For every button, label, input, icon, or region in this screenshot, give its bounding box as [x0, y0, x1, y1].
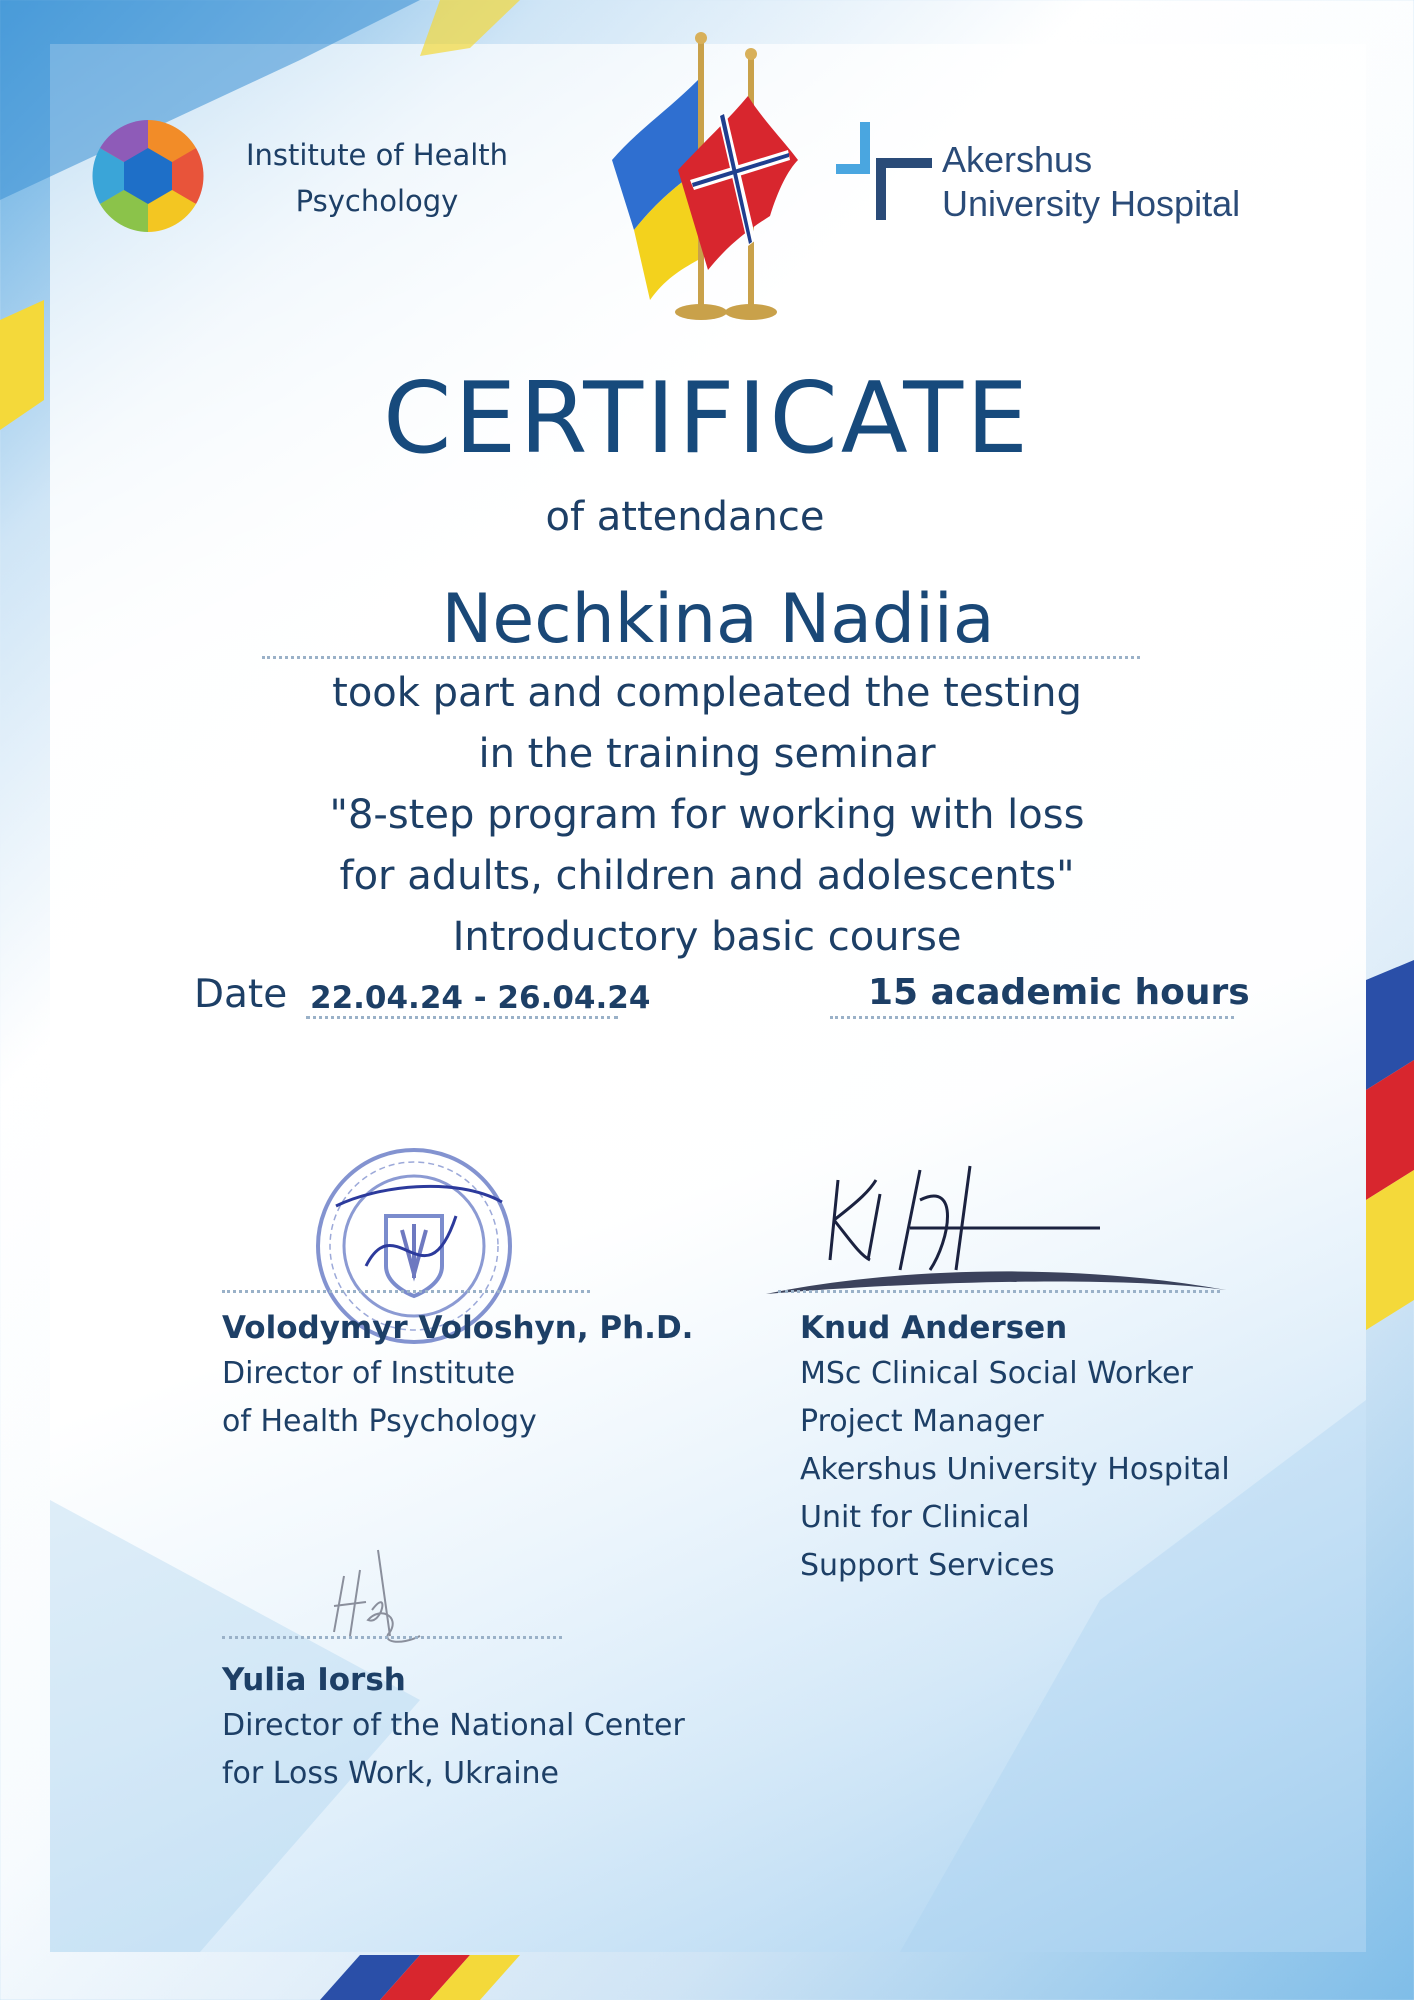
institute-name: Institute of Health Psychology — [245, 138, 509, 218]
signature-line-andersen — [778, 1290, 1220, 1293]
signatory-role: Akershus University Hospital — [800, 1452, 1230, 1487]
signatory-iorsh — [222, 1662, 685, 1798]
date-underline — [306, 1016, 618, 1019]
signatory-role: of Health Psychology — [222, 1404, 537, 1439]
signature-line-iorsh — [222, 1636, 562, 1639]
signatory-name: Volodymyr Voloshyn, Ph.D. — [222, 1310, 694, 1346]
body-line: for adults, children and adolescents" — [339, 853, 1075, 899]
hospital-logo-icon — [836, 118, 936, 224]
date-label: Date — [194, 972, 288, 1017]
signatory-role: Project Manager — [800, 1404, 1044, 1439]
signatory-name: Yulia Iorsh — [222, 1662, 406, 1698]
certificate-title: CERTIFICATE — [383, 362, 1031, 476]
hours-underline — [830, 1016, 1234, 1019]
signatory-role: Support Services — [800, 1548, 1055, 1583]
signature-line-voloshyn — [222, 1290, 590, 1293]
certificate-body — [0, 663, 1414, 968]
date-value: 22.04.24 - 26.04.24 — [310, 980, 651, 1016]
signature-icon — [320, 1546, 450, 1646]
signatory-name: Knud Andersen — [800, 1310, 1068, 1346]
signatory-role: Unit for Clinical — [800, 1500, 1030, 1535]
institute-logo-icon — [86, 118, 210, 234]
hospital-name: Akershus University Hospital — [942, 139, 1241, 224]
signatory-role: for Loss Work, Ukraine — [222, 1756, 560, 1791]
signature-icon — [760, 1160, 1230, 1300]
recipient-name: Nechkina Nadiia — [441, 580, 995, 659]
body-line: took part and compleated the testing — [332, 670, 1082, 716]
certificate-subtitle: of attendance — [545, 494, 825, 540]
signatory-role: MSc Clinical Social Worker — [800, 1356, 1193, 1391]
name-underline — [262, 656, 1140, 659]
signatory-role: Director of Institute — [222, 1356, 516, 1391]
body-line: Introductory basic course — [452, 914, 962, 960]
signatory-voloshyn — [222, 1310, 693, 1446]
signatory-role: Director of the National Center — [222, 1708, 685, 1743]
academic-hours: 15 academic hours — [868, 972, 1250, 1013]
body-line: "8-step program for working with loss — [329, 792, 1085, 838]
body-line: in the training seminar — [478, 731, 936, 777]
signatory-andersen — [800, 1310, 1230, 1590]
flags-icon — [598, 20, 838, 330]
